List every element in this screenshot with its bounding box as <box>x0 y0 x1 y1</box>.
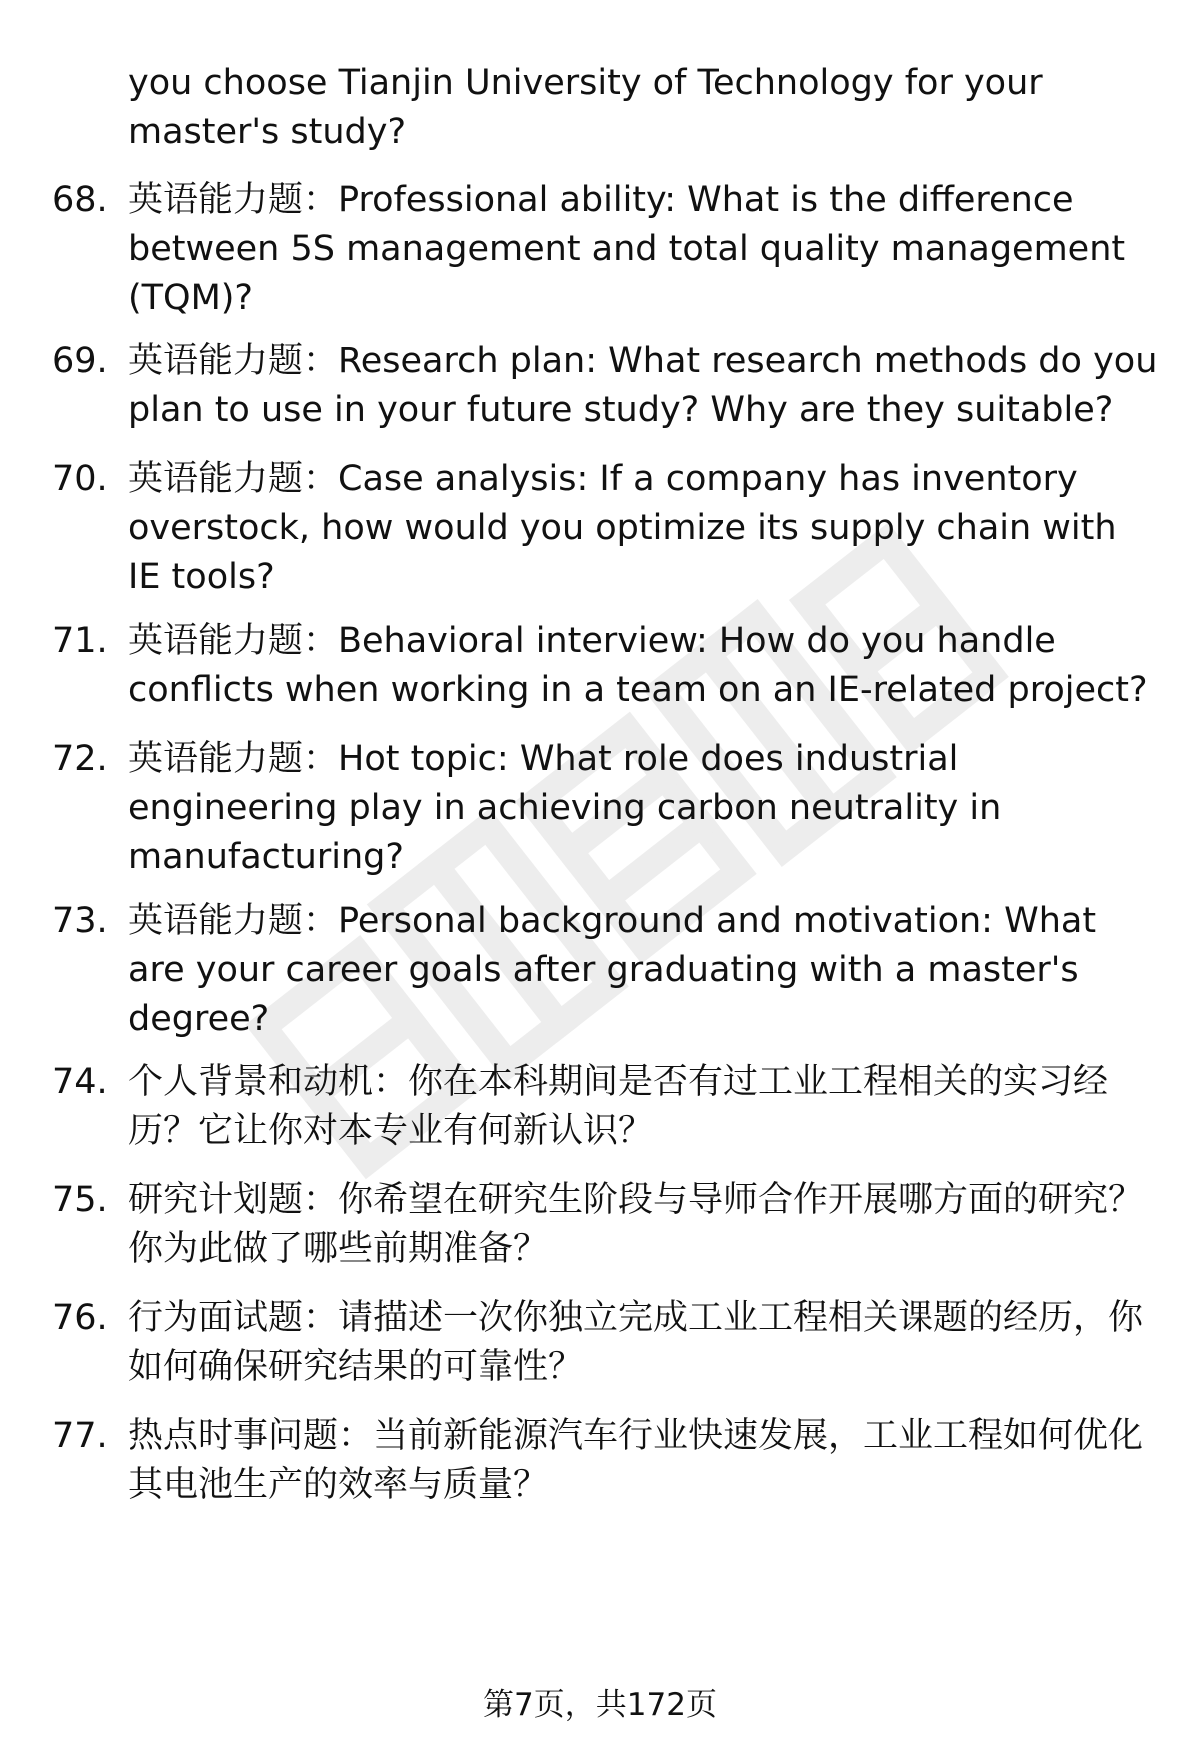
question-text: 英语能力题：Research plan: What research methods do you plan to use in your future study? Why are they suitable? <box>128 341 1158 430</box>
question-number: 68. <box>52 180 108 220</box>
question-text: 英语能力题：Hot topic: What role does industrial engineering play in achieving carbon neutrality in manufacturing? <box>128 739 1002 877</box>
question-number: 77. <box>52 1416 108 1456</box>
question-text: 英语能力题：Behavioral interview: How do you handle conflicts when working in a team on an IE-related project? <box>128 621 1148 710</box>
question-number: 69. <box>52 341 108 381</box>
question-text: 热点时事问题：当前新能源汽车行业快速发展，工业工程如何优化其电池生产的效率与质量？ <box>128 1416 1144 1505</box>
question-number: 73. <box>52 901 108 941</box>
question-text: 个人背景和动机：你在本科期间是否有过工业工程相关的实习经历？它让你对本专业有何新认识？ <box>128 1062 1109 1151</box>
page-footer: 第7页，共172页 <box>483 1687 717 1723</box>
question-number: 70. <box>52 459 108 499</box>
question-text: 行为面试题：请描述一次你独立完成工业工程相关课题的经历，你如何确保研究结果的可靠性？ <box>128 1298 1144 1387</box>
question-number: 72. <box>52 739 108 779</box>
question-number: 74. <box>52 1062 108 1102</box>
question-text: 英语能力题：Case analysis: If a company has inventory overstock, how would you optimize its supply chain with IE tools? <box>128 459 1117 597</box>
question-number: 75. <box>52 1180 108 1220</box>
continued-question-text: you choose Tianjin University of Technology for your master's study? <box>128 63 1043 152</box>
question-text: 研究计划题：你希望在研究生阶段与导师合作开展哪方面的研究？你为此做了哪些前期准备？ <box>128 1180 1144 1269</box>
question-text: 英语能力题：Professional ability: What is the difference between 5S management and total quality management (TQM)? <box>128 180 1126 318</box>
question-text: 英语能力题：Personal background and motivation: What are your career goals after graduating with a master's degree? <box>128 901 1097 1039</box>
question-number: 71. <box>52 621 108 661</box>
question-number: 76. <box>52 1298 108 1338</box>
